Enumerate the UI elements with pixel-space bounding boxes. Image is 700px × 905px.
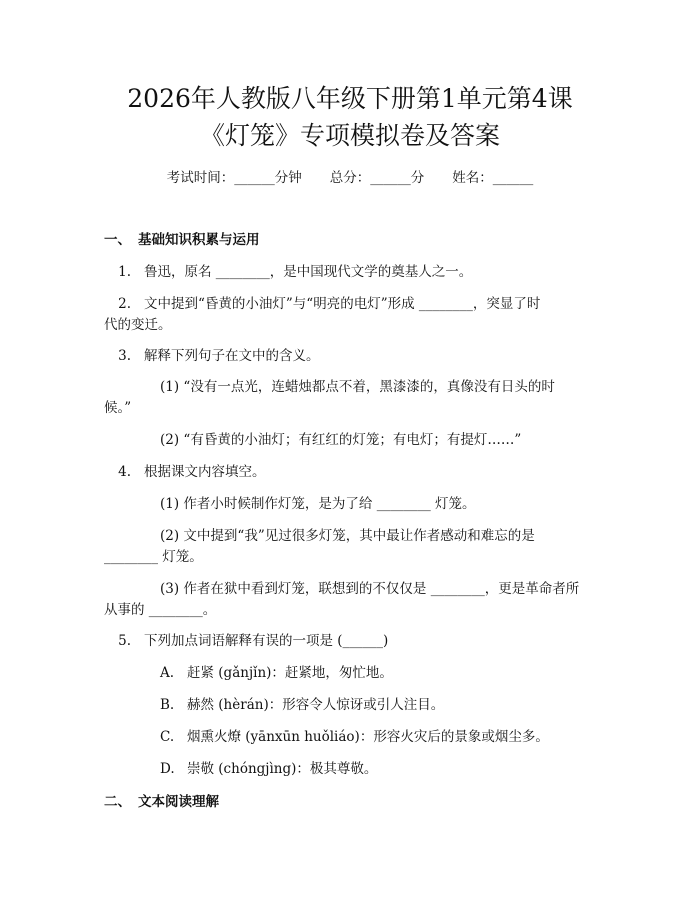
question-2-number: 2. xyxy=(118,296,131,312)
question-3-sub-1-line-1: (1) “没有一点光，连蜡烛都点不着，黑漆漆的，真像没有日头的时 xyxy=(160,379,555,395)
section-2-title: 文本阅读理解 xyxy=(138,794,219,810)
option-c-letter: C. xyxy=(160,729,175,745)
question-5 xyxy=(104,631,596,652)
question-1 xyxy=(104,262,596,283)
option-c xyxy=(160,727,549,748)
option-d xyxy=(160,759,377,780)
exam-time: 考试时间：______分钟 xyxy=(166,170,302,186)
title-line-1: 2026年人教版八年级下册第1单元第4课 xyxy=(127,84,573,113)
option-a-text: 赶紧 (gǎnjǐn)：赶紧地，匆忙地。 xyxy=(187,665,393,681)
title-line-2: 《灯笼》专项模拟卷及答案 xyxy=(199,121,500,150)
option-b-text: 赫然 (hèrán)：形容令人惊讶或引人注目。 xyxy=(187,697,445,713)
option-b xyxy=(160,695,444,716)
exam-score: 总分：______分 xyxy=(329,170,425,186)
section-1-title: 基础知识积累与运用 xyxy=(138,232,260,248)
question-4-sub-3-line-1: (3) 作者在狱中看到灯笼，联想到的不仅仅是 ________，更是革命者所 xyxy=(160,581,580,597)
option-a xyxy=(160,663,393,684)
question-4-sub-1: (1) 作者小时候制作灯笼，是为了给 ________ 灯笼。 xyxy=(160,496,476,512)
section-1-heading xyxy=(104,230,260,250)
option-a-letter: A. xyxy=(160,665,175,681)
question-4-number: 4. xyxy=(118,464,131,480)
option-c-text: 烟熏火燎 (yānxūn huǒliáo)：形容火灾后的景象或烟尘多。 xyxy=(187,729,549,745)
question-4-sub-3-line-2: 从事的 ________。 xyxy=(104,602,217,618)
question-4 xyxy=(104,462,596,483)
question-5-number: 5. xyxy=(118,633,131,649)
section-2-number: 二、 xyxy=(104,794,131,810)
question-3-text: 解释下列句子在文中的含义。 xyxy=(144,348,320,364)
question-3 xyxy=(104,346,596,367)
question-4-sub-2-line-1: (2) 文中提到“我”见过很多灯笼，其中最让作者感动和难忘的是 xyxy=(160,528,535,544)
question-2-text-line-1: 文中提到“昏黄的小油灯”与“明亮的电灯”形成 ________，突显了时 xyxy=(144,296,541,312)
option-d-letter: D. xyxy=(160,761,175,777)
question-2 xyxy=(104,294,596,315)
question-1-text: 鲁迅，原名 ________，是中国现代文学的奠基人之一。 xyxy=(144,264,473,280)
option-d-text: 崇敬 (chóngjìng)：极其尊敬。 xyxy=(187,761,378,777)
section-2-heading xyxy=(104,792,219,812)
question-2-text-line-2: 代的变迁。 xyxy=(104,317,172,333)
question-3-sub-1-line-2: 候。” xyxy=(104,400,132,416)
option-b-letter: B. xyxy=(160,697,175,713)
question-3-sub-2: (2) “有昏黄的小油灯；有红红的灯笼；有电灯；有提灯……” xyxy=(160,432,522,448)
question-3-number: 3. xyxy=(118,348,131,364)
question-4-text: 根据课文内容填空。 xyxy=(144,464,266,480)
section-1-number: 一、 xyxy=(104,232,131,248)
exam-name: 姓名：______ xyxy=(452,170,534,186)
question-4-sub-2-line-2: ________ 灯笼。 xyxy=(104,549,203,565)
question-5-text: 下列加点词语解释有误的一项是 (______) xyxy=(144,633,389,649)
exam-meta xyxy=(0,168,700,188)
question-1-number: 1. xyxy=(118,264,131,280)
